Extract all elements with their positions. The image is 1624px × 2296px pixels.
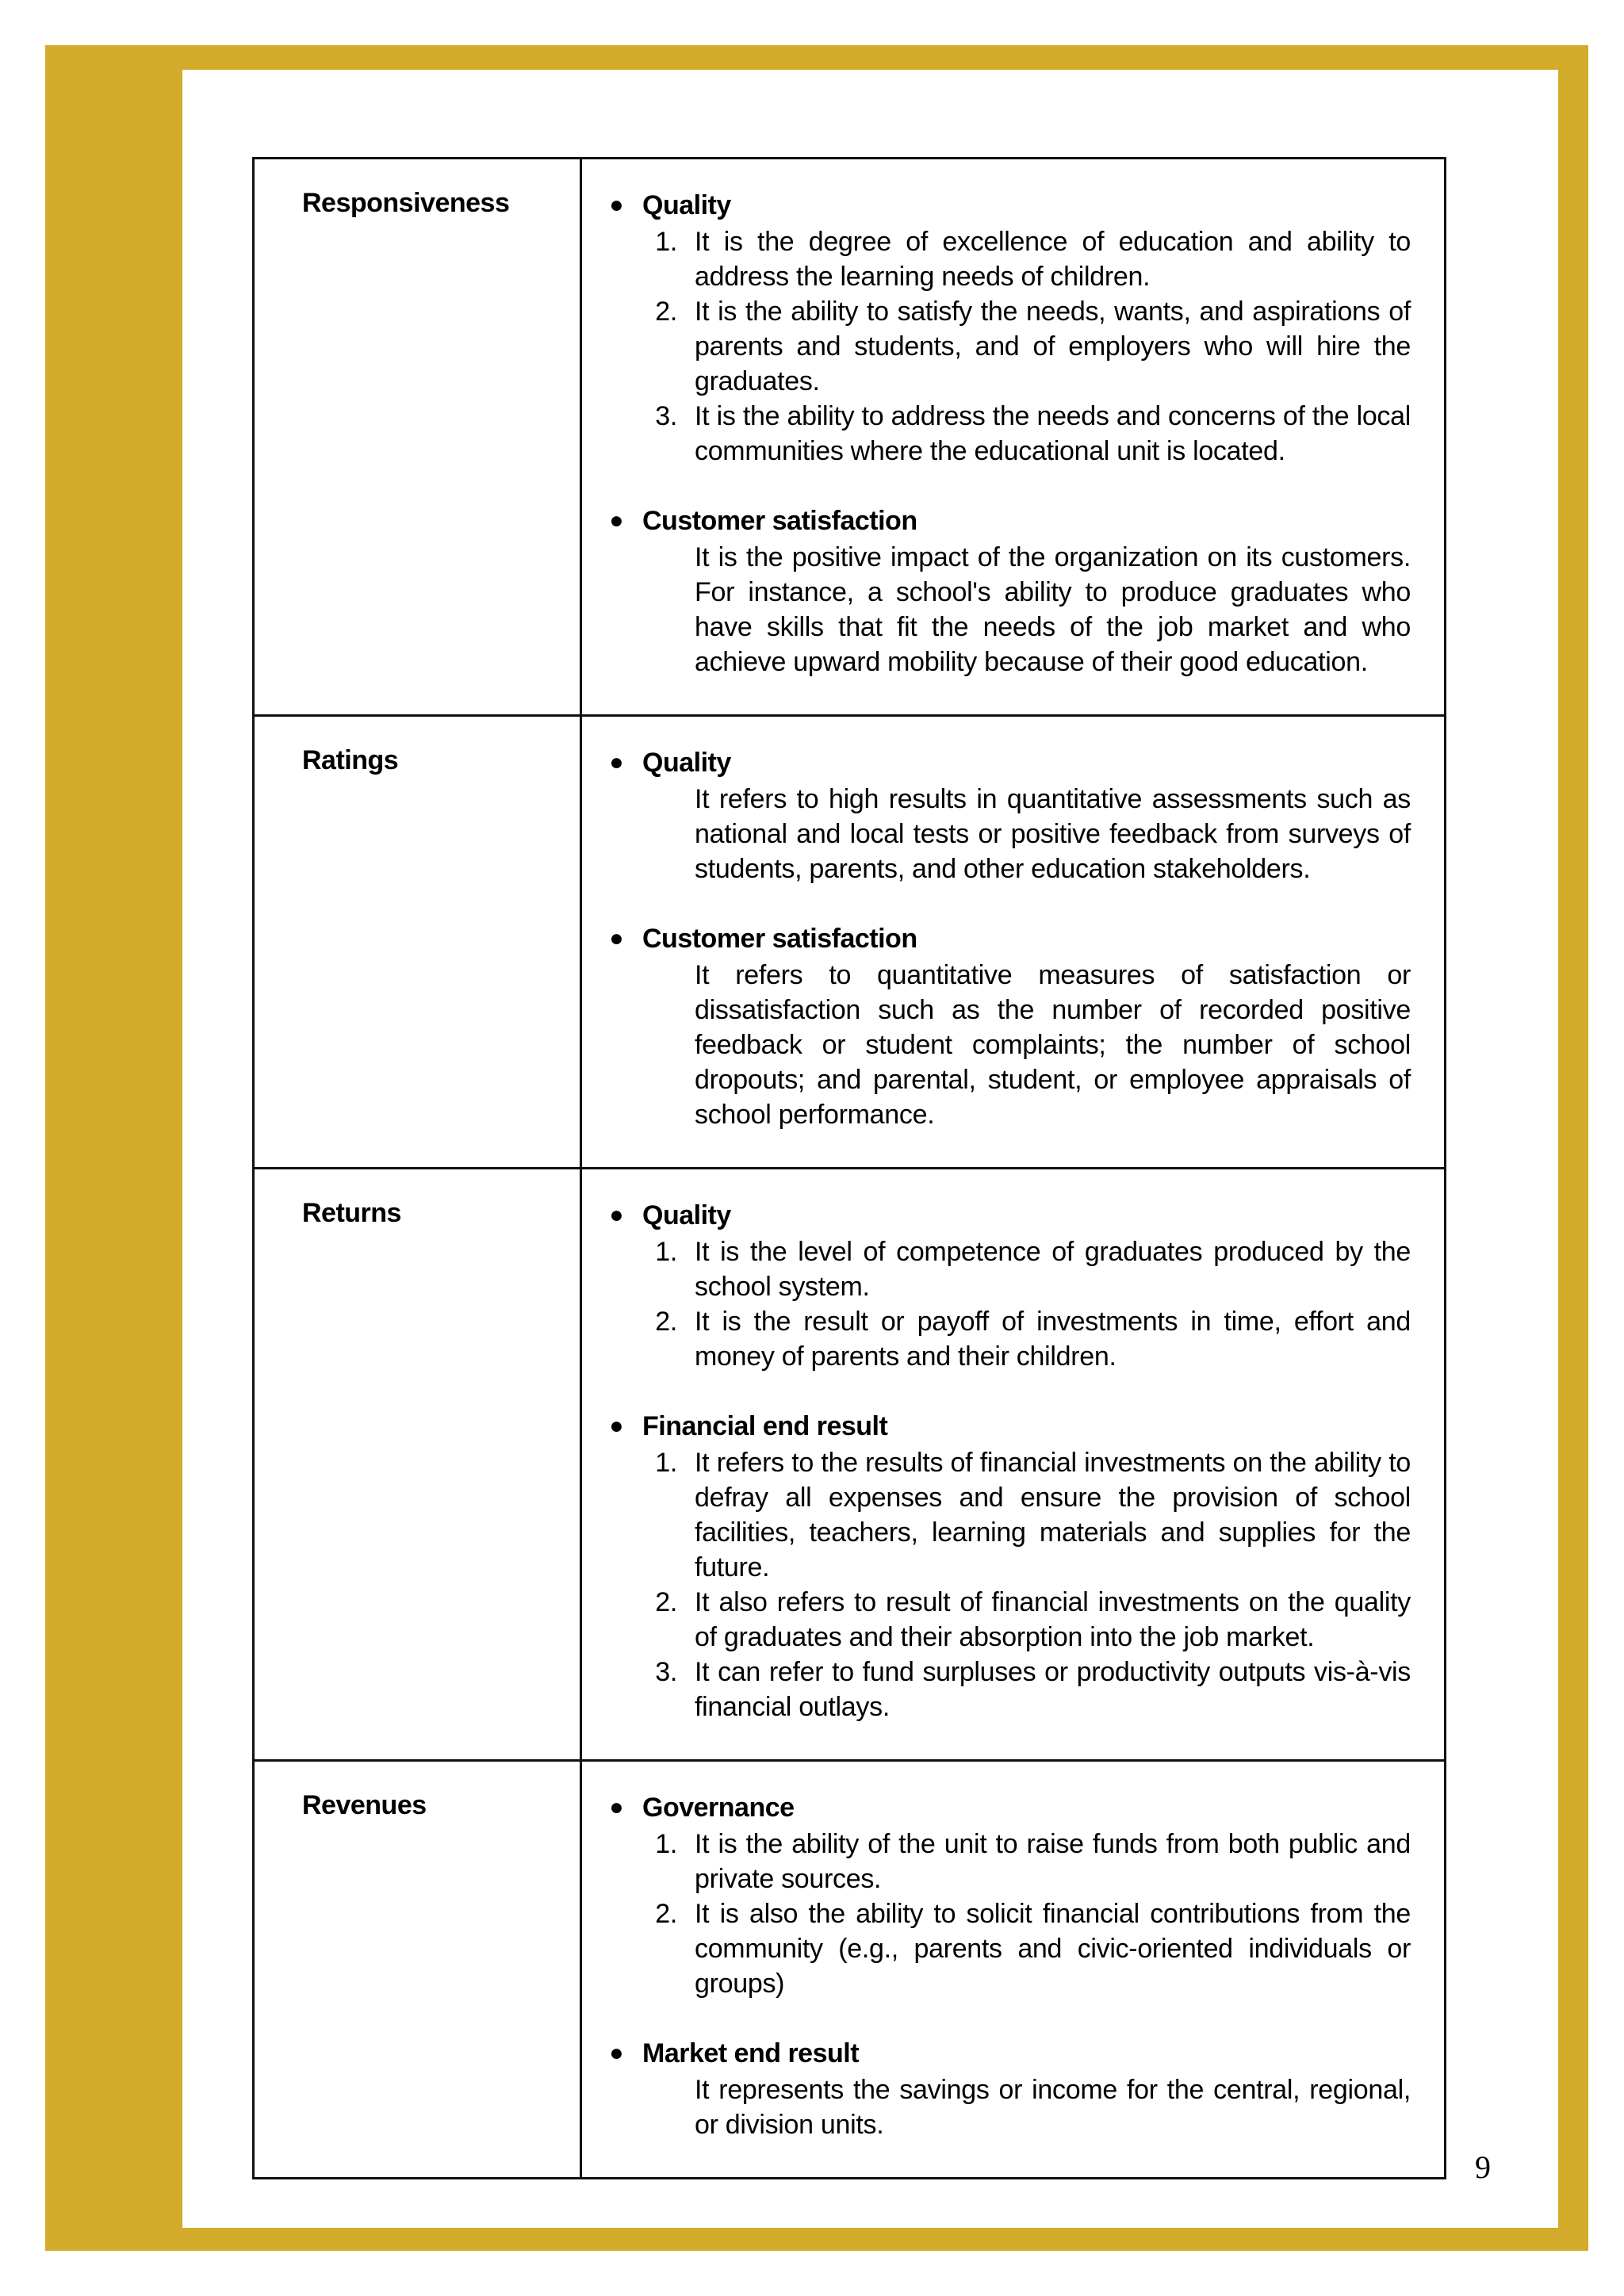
table-row	[254, 1761, 1446, 2179]
table-row	[254, 159, 1446, 716]
criteria-section	[582, 2036, 1411, 2142]
item-text: It is the level of competence of graduates produced by the school system.	[695, 1237, 1411, 1302]
item-number: 3.	[655, 1657, 677, 1687]
item-number: 1.	[655, 227, 677, 257]
row-content	[581, 716, 1446, 1169]
numbered-item	[582, 1585, 1411, 1655]
item-number: 2.	[655, 1899, 677, 1929]
numbered-item	[582, 1827, 1411, 1896]
section-heading-line	[582, 1790, 1411, 1827]
item-number: 1.	[655, 1448, 677, 1478]
criteria-section	[582, 188, 1411, 469]
bullet-dot-icon: ●	[609, 1794, 623, 1820]
section-heading: Customer satisfaction	[642, 924, 917, 954]
rubric-table	[252, 157, 1446, 2179]
section-heading-line	[582, 1198, 1411, 1234]
section-paragraph: It represents the savings or income for the central, regional, or division units.	[695, 2075, 1411, 2140]
item-text: It is the degree of excellence of education and ability to address the learning needs of children.	[695, 227, 1411, 292]
item-number: 2.	[655, 1587, 677, 1617]
numbered-item	[582, 1304, 1411, 1374]
bullet-dot-icon: ●	[609, 925, 623, 951]
page-number: 9	[1475, 2149, 1491, 2185]
section-heading-line	[582, 503, 1411, 540]
criteria-section	[582, 921, 1411, 1132]
item-text: It can refer to fund surpluses or productivity outputs vis-à-vis financial outlays.	[695, 1657, 1411, 1722]
section-heading: Governance	[642, 1793, 795, 1823]
rubric-table-body	[254, 159, 1446, 2179]
item-number: 2.	[655, 1307, 677, 1337]
item-text: It is the ability to satisfy the needs, wants, and aspirations of parents and students, and of employers who will hire the graduates.	[695, 297, 1411, 396]
row-label: Ratings	[254, 716, 581, 1169]
table-row	[254, 1169, 1446, 1761]
numbered-item	[582, 1234, 1411, 1304]
numbered-item	[582, 1655, 1411, 1724]
criteria-section	[582, 745, 1411, 886]
numbered-item	[582, 1896, 1411, 2001]
section-heading-line	[582, 1409, 1411, 1445]
criteria-section	[582, 503, 1411, 679]
item-text: It is the result or payoff of investments in time, effort and money of parents and their children.	[695, 1307, 1411, 1372]
bullet-dot-icon: ●	[609, 749, 623, 775]
section-heading: Financial end result	[642, 1411, 888, 1441]
item-text: It refers to the results of financial investments on the ability to defray all expenses and ensure the provision of school facilities, teachers, learning materials and supplies for the future.	[695, 1448, 1411, 1582]
row-label: Responsiveness	[254, 159, 581, 716]
section-paragraph: It is the positive impact of the organization on its customers. For instance, a school's ability to produce graduates who have skills that fit the needs of the job market and who achieve upward mobility because of their good education.	[695, 542, 1411, 677]
criteria-section	[582, 1409, 1411, 1724]
bullet-dot-icon: ●	[609, 1202, 623, 1228]
item-text: It is the ability of the unit to raise funds from both public and private sources.	[695, 1829, 1411, 1894]
bullet-dot-icon: ●	[609, 1413, 623, 1439]
section-heading-line	[582, 2036, 1411, 2072]
item-text: It also refers to result of financial investments on the quality of graduates and their absorption into the job market.	[695, 1587, 1411, 1652]
numbered-item	[582, 294, 1411, 399]
table-row	[254, 716, 1446, 1169]
item-number: 1.	[655, 1237, 677, 1267]
section-heading: Quality	[642, 1200, 731, 1230]
bullet-dot-icon: ●	[609, 507, 623, 534]
row-content	[581, 159, 1446, 716]
item-number: 3.	[655, 401, 677, 431]
section-heading: Quality	[642, 748, 731, 778]
section-heading-line	[582, 921, 1411, 958]
bullet-dot-icon: ●	[609, 2040, 623, 2066]
criteria-section	[582, 1790, 1411, 2001]
section-heading: Quality	[642, 190, 731, 220]
item-text: It is also the ability to solicit financial contributions from the community (e.g., parents and civic-oriented individuals or groups)	[695, 1899, 1411, 1999]
section-heading: Customer satisfaction	[642, 506, 917, 536]
item-number: 2.	[655, 297, 677, 327]
item-text: It is the ability to address the needs and concerns of the local communities where the educational unit is located.	[695, 401, 1411, 466]
section-paragraph: It refers to high results in quantitative assessments such as national and local tests or positive feedback from surveys of students, parents, and other education stakeholders.	[695, 784, 1411, 884]
section-heading: Market end result	[642, 2038, 860, 2068]
row-label: Returns	[254, 1169, 581, 1761]
criteria-section	[582, 1198, 1411, 1374]
row-label: Revenues	[254, 1761, 581, 2179]
row-content	[581, 1169, 1446, 1761]
section-paragraph: It refers to quantitative measures of satisfaction or dissatisfaction such as the number of recorded positive feedback or student complaints; the number of school dropouts; and parental, student, or employee appraisals of school performance.	[695, 960, 1411, 1130]
numbered-item	[582, 224, 1411, 294]
bullet-dot-icon: ●	[609, 192, 623, 218]
section-heading-line	[582, 745, 1411, 782]
section-heading-line	[582, 188, 1411, 224]
item-number: 1.	[655, 1829, 677, 1859]
numbered-item	[582, 1445, 1411, 1585]
numbered-item	[582, 399, 1411, 469]
row-content	[581, 1761, 1446, 2179]
